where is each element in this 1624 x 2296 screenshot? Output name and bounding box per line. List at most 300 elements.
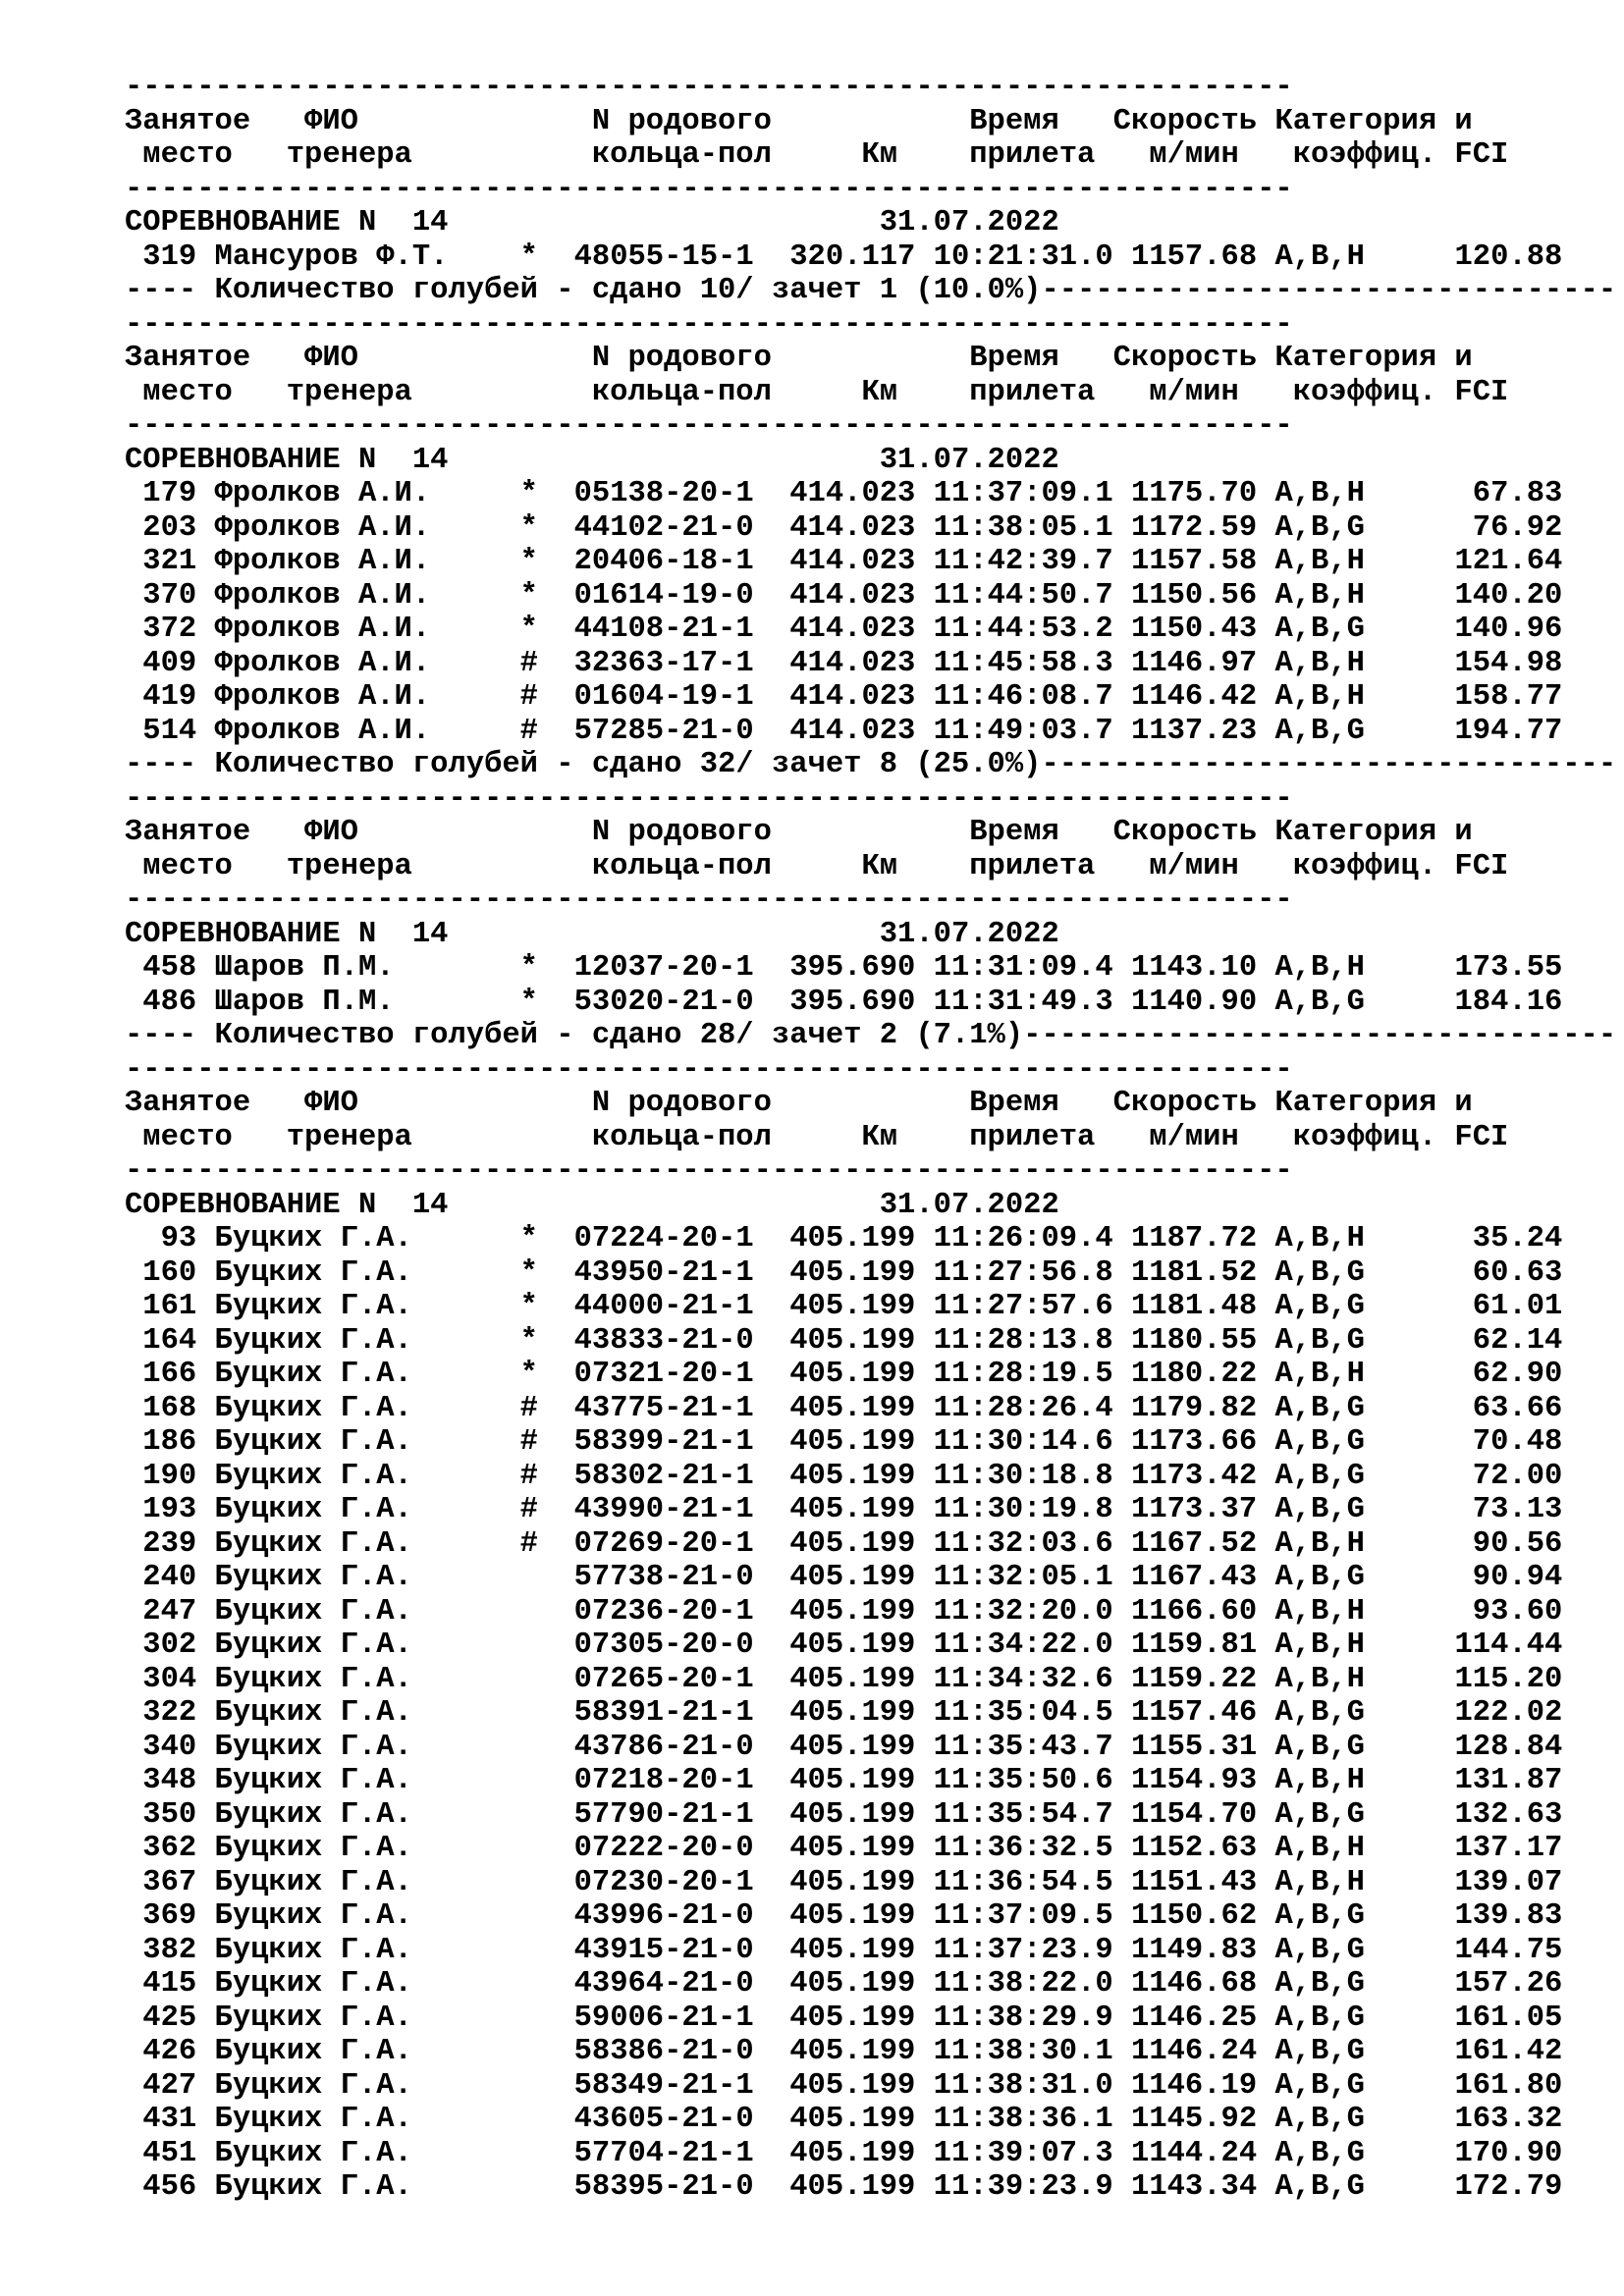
category-cell: A,B,H: [1274, 646, 1365, 680]
speed-cell: 1144.24: [1131, 2136, 1275, 2170]
mark-cell: [520, 2035, 574, 2068]
mark-cell: [520, 1967, 574, 2001]
ring-number-cell: 48055-15-1: [573, 240, 790, 274]
place-cell: 179: [125, 477, 215, 510]
trainer-name-cell: Буцких Г.А.: [214, 1662, 520, 1696]
place-cell: 304: [125, 1662, 215, 1696]
speed-cell: 1154.93: [1131, 1764, 1275, 1797]
arrival-time-cell: 11:38:29.9: [933, 2001, 1132, 2035]
category-cell: A,B,H: [1274, 680, 1365, 714]
trainer-name-cell: Буцких Г.А.: [214, 2068, 520, 2103]
place-cell: 370: [125, 578, 215, 613]
distance-cell: 405.199: [789, 1629, 934, 1662]
category-cell: A,B,G: [1274, 1290, 1365, 1323]
competition-title: СОРЕВНОВАНИЕ N 14: [125, 917, 880, 951]
arrival-time-cell: 11:38:05.1: [933, 510, 1132, 545]
trainer-name-cell: Фролков А.И.: [214, 510, 520, 545]
mark-cell: [520, 1696, 574, 1730]
place-cell: 247: [125, 1594, 215, 1629]
mark-cell: #: [519, 1526, 574, 1561]
ring-number-cell: 58399-21-1: [573, 1425, 790, 1459]
ring-number-cell: 43605-21-0: [573, 2103, 790, 2136]
trainer-name-cell: Буцких Г.А.: [214, 1696, 520, 1730]
trainer-name-cell: Буцких Г.А.: [214, 1290, 520, 1323]
ring-number-cell: 53020-21-0: [573, 985, 790, 1019]
speed-cell: 1146.97: [1131, 646, 1275, 680]
arrival-time-cell: 11:39:07.3: [933, 2136, 1132, 2170]
mark-cell: *: [519, 613, 574, 646]
speed-cell: 1143.10: [1131, 951, 1275, 985]
result-row: [125, 2002, 1616, 2036]
fci-coefficient-cell: 90.94: [1364, 1561, 1563, 1594]
place-cell: 348: [125, 1764, 215, 1797]
place-cell: 427: [125, 2068, 215, 2103]
arrival-time-cell: 11:30:18.8: [933, 1459, 1132, 1493]
ring-number-cell: 43775-21-1: [573, 1391, 790, 1425]
mark-cell: [520, 1595, 574, 1629]
mark-cell: *: [519, 477, 574, 510]
result-row: [125, 1899, 1616, 1934]
ring-number-cell: 07224-20-1: [573, 1222, 790, 1255]
competition-date: 31.07.2022: [879, 1188, 1059, 1222]
trainer-name-cell: Буцких Г.А.: [214, 1255, 520, 1290]
mark-cell: *: [519, 578, 574, 613]
fci-coefficient-cell: 161.42: [1364, 2035, 1563, 2068]
trainer-name-cell: Буцких Г.А.: [214, 1358, 520, 1391]
trainer-name-cell: Фролков А.И.: [214, 680, 520, 714]
arrival-time-cell: 11:38:30.1: [933, 2035, 1132, 2068]
mark-cell: *: [519, 985, 574, 1019]
distance-cell: 414.023: [789, 714, 934, 748]
distance-cell: 414.023: [789, 613, 934, 646]
distance-cell: 405.199: [789, 1425, 934, 1459]
column-header-line-1: Занятое ФИО N родового Время Скорость Категория и: [125, 1087, 1473, 1120]
ring-number-cell: 58349-21-1: [573, 2068, 790, 2103]
result-row: [125, 1595, 1616, 1629]
trainer-name-cell: Буцких Г.А.: [214, 1899, 520, 1933]
arrival-time-cell: 11:35:43.7: [933, 1730, 1132, 1764]
result-row: [125, 1561, 1616, 1595]
mark-cell: [520, 1934, 574, 1967]
ring-number-cell: 07218-20-1: [573, 1764, 790, 1797]
speed-cell: 1173.66: [1131, 1425, 1275, 1459]
trainer-name-cell: Буцких Г.А.: [214, 1391, 520, 1425]
competition-title: СОРЕВНОВАНИЕ N 14: [125, 443, 880, 477]
trainer-name-cell: Буцких Г.А.: [214, 1493, 520, 1526]
mark-cell: #: [519, 1493, 574, 1526]
speed-cell: 1180.22: [1131, 1358, 1275, 1391]
place-cell: 350: [125, 1797, 215, 1832]
place-cell: 514: [125, 714, 215, 748]
section-summary-line: ---- Количество голубей - сдано 10/ зачет 1 (10.0%)--------------------------------: [125, 274, 1617, 307]
speed-cell: 1157.46: [1131, 1696, 1275, 1730]
fci-coefficient-cell: 131.87: [1364, 1764, 1563, 1797]
speed-cell: 1146.42: [1131, 680, 1275, 714]
fci-coefficient-cell: 61.01: [1364, 1290, 1563, 1323]
category-cell: A,B,H: [1274, 1222, 1365, 1255]
mark-cell: #: [519, 646, 574, 680]
distance-cell: 405.199: [789, 2068, 934, 2103]
category-cell: A,B,H: [1274, 477, 1365, 510]
speed-cell: 1154.70: [1131, 1797, 1275, 1832]
distance-cell: 405.199: [789, 1526, 934, 1561]
ring-number-cell: 20406-18-1: [573, 545, 790, 578]
result-row: [125, 1866, 1616, 1900]
mark-cell: #: [519, 1459, 574, 1493]
category-cell: A,B,G: [1274, 2068, 1365, 2103]
distance-cell: 405.199: [789, 1391, 934, 1425]
ring-number-cell: 07265-20-1: [573, 1662, 790, 1696]
result-row: [125, 511, 1616, 546]
speed-cell: 1143.34: [1131, 2170, 1275, 2204]
mark-cell: [520, 1798, 574, 1832]
ring-number-cell: 07269-20-1: [573, 1526, 790, 1561]
distance-cell: 405.199: [789, 1358, 934, 1391]
place-cell: 382: [125, 1933, 215, 1967]
category-cell: A,B,H: [1274, 951, 1365, 985]
result-row: [125, 2069, 1616, 2104]
distance-cell: 405.199: [789, 1594, 934, 1629]
competition-line: [125, 206, 1616, 240]
place-cell: 409: [125, 646, 215, 680]
place-cell: 239: [125, 1526, 215, 1561]
place-cell: 166: [125, 1358, 215, 1391]
place-cell: 425: [125, 2001, 215, 2035]
speed-cell: 1181.52: [1131, 1255, 1275, 1290]
result-row: [125, 1934, 1616, 1968]
fci-coefficient-cell: 158.77: [1364, 680, 1563, 714]
speed-cell: 1157.68: [1131, 240, 1275, 274]
arrival-time-cell: 11:36:32.5: [933, 1832, 1132, 1865]
arrival-time-cell: 11:27:56.8: [933, 1255, 1132, 1290]
arrival-time-cell: 11:39:23.9: [933, 2170, 1132, 2204]
speed-cell: 1149.83: [1131, 1933, 1275, 1967]
fci-coefficient-cell: 62.14: [1364, 1323, 1563, 1358]
result-row: [125, 1460, 1616, 1494]
category-cell: A,B,G: [1274, 1696, 1365, 1730]
separator-line: -----------------------------------------------------------------: [125, 307, 1293, 342]
separator-line: -----------------------------------------------------------------: [125, 781, 1293, 816]
category-cell: A,B,H: [1274, 1662, 1365, 1696]
speed-cell: 1145.92: [1131, 2103, 1275, 2136]
arrival-time-cell: 11:35:04.5: [933, 1696, 1132, 1730]
place-cell: 302: [125, 1629, 215, 1662]
fci-coefficient-cell: 121.64: [1364, 545, 1563, 578]
ring-number-cell: 43833-21-0: [573, 1323, 790, 1358]
trainer-name-cell: Буцких Г.А.: [214, 1594, 520, 1629]
place-cell: 164: [125, 1323, 215, 1358]
category-cell: A,B,G: [1274, 1255, 1365, 1290]
ring-number-cell: 43996-21-0: [573, 1899, 790, 1933]
ring-number-cell: 07222-20-0: [573, 1832, 790, 1865]
ring-number-cell: 12037-20-1: [573, 951, 790, 985]
mark-cell: [520, 1663, 574, 1696]
arrival-time-cell: 11:49:03.7: [933, 714, 1132, 748]
distance-cell: 414.023: [789, 578, 934, 613]
mark-cell: [520, 1764, 574, 1797]
mark-cell: [520, 2002, 574, 2035]
category-cell: A,B,H: [1274, 1594, 1365, 1629]
arrival-time-cell: 10:21:31.0: [933, 240, 1132, 274]
result-row: [125, 1425, 1616, 1460]
arrival-time-cell: 11:38:31.0: [933, 2068, 1132, 2103]
result-row: [125, 1222, 1616, 1256]
place-cell: 415: [125, 1967, 215, 2001]
column-header-line-2: место тренера кольца-пол Км прилета м/мин коэффиц. FCI: [125, 138, 1509, 172]
result-row: [125, 1256, 1616, 1291]
arrival-time-cell: 11:32:20.0: [933, 1594, 1132, 1629]
mark-cell: [520, 1866, 574, 1899]
speed-cell: 1157.58: [1131, 545, 1275, 578]
result-row: [125, 680, 1616, 715]
arrival-time-cell: 11:28:26.4: [933, 1391, 1132, 1425]
arrival-time-cell: 11:42:39.7: [933, 545, 1132, 578]
arrival-time-cell: 11:37:09.5: [933, 1899, 1132, 1933]
column-header-line-1: Занятое ФИО N родового Время Скорость Категория и: [125, 816, 1473, 849]
column-header-line-2: место тренера кольца-пол Км прилета м/мин коэффиц. FCI: [125, 1120, 1509, 1154]
ring-number-cell: 58386-21-0: [573, 2035, 790, 2068]
ring-number-cell: 43915-21-0: [573, 1933, 790, 1967]
place-cell: 168: [125, 1391, 215, 1425]
mark-cell: *: [519, 545, 574, 578]
category-cell: A,B,G: [1274, 2001, 1365, 2035]
speed-cell: 1159.22: [1131, 1662, 1275, 1696]
arrival-time-cell: 11:36:54.5: [933, 1865, 1132, 1899]
arrival-time-cell: 11:32:05.1: [933, 1561, 1132, 1594]
result-row: [125, 715, 1616, 749]
competition-date: 31.07.2022: [879, 443, 1059, 477]
fci-coefficient-cell: 114.44: [1364, 1629, 1563, 1662]
trainer-name-cell: Фролков А.И.: [214, 646, 520, 680]
place-cell: 426: [125, 2035, 215, 2068]
category-cell: A,B,G: [1274, 714, 1365, 748]
separator-line: -----------------------------------------------------------------: [125, 409, 1293, 443]
place-cell: 431: [125, 2103, 215, 2136]
category-cell: A,B,G: [1274, 1391, 1365, 1425]
distance-cell: 395.690: [789, 951, 934, 985]
mark-cell: *: [519, 1358, 574, 1391]
fci-coefficient-cell: 70.48: [1364, 1425, 1563, 1459]
mark-cell: *: [519, 240, 574, 274]
ring-number-cell: 07230-20-1: [573, 1865, 790, 1899]
speed-cell: 1152.63: [1131, 1832, 1275, 1865]
speed-cell: 1167.52: [1131, 1526, 1275, 1561]
fci-coefficient-cell: 128.84: [1364, 1730, 1563, 1764]
place-cell: 161: [125, 1290, 215, 1323]
trainer-name-cell: Фролков А.И.: [214, 477, 520, 510]
trainer-name-cell: Буцких Г.А.: [214, 1561, 520, 1594]
trainer-name-cell: Буцких Г.А.: [214, 2001, 520, 2035]
ring-number-cell: 58395-21-0: [573, 2170, 790, 2204]
distance-cell: 414.023: [789, 477, 934, 510]
fci-coefficient-cell: 173.55: [1364, 951, 1563, 985]
section-summary-line: ---- Количество голубей - сдано 32/ зачет 8 (25.0%)--------------------------------: [125, 748, 1617, 781]
arrival-time-cell: 11:44:50.7: [933, 578, 1132, 613]
fci-coefficient-cell: 161.05: [1364, 2001, 1563, 2035]
result-row: [125, 2170, 1616, 2205]
place-cell: 321: [125, 545, 215, 578]
trainer-name-cell: Буцких Г.А.: [214, 1526, 520, 1561]
fci-coefficient-cell: 93.60: [1364, 1594, 1563, 1629]
fci-coefficient-cell: 140.96: [1364, 613, 1563, 646]
category-cell: A,B,H: [1274, 1865, 1365, 1899]
arrival-time-cell: 11:34:22.0: [933, 1629, 1132, 1662]
result-row: [125, 1324, 1616, 1359]
trainer-name-cell: Буцких Г.А.: [214, 1797, 520, 1832]
section-summary-line: ---- Количество голубей - сдано 28/ зачет 2 (7.1%)---------------------------------: [125, 1019, 1617, 1052]
fci-coefficient-cell: 139.07: [1364, 1865, 1563, 1899]
competition-line: [125, 1189, 1616, 1223]
distance-cell: 405.199: [789, 1764, 934, 1797]
arrival-time-cell: 11:34:32.6: [933, 1662, 1132, 1696]
result-row: [125, 1527, 1616, 1562]
fci-coefficient-cell: 154.98: [1364, 646, 1563, 680]
speed-cell: 1150.43: [1131, 613, 1275, 646]
fci-coefficient-cell: 172.79: [1364, 2170, 1563, 2204]
place-cell: 419: [125, 680, 215, 714]
trainer-name-cell: Фролков А.И.: [214, 545, 520, 578]
competition-title: СОРЕВНОВАНИЕ N 14: [125, 206, 880, 240]
ring-number-cell: 32363-17-1: [573, 646, 790, 680]
ring-number-cell: 57704-21-1: [573, 2136, 790, 2170]
category-cell: A,B,H: [1274, 1526, 1365, 1561]
category-cell: A,B,G: [1274, 1425, 1365, 1459]
mark-cell: #: [519, 714, 574, 748]
place-cell: 362: [125, 1832, 215, 1865]
mark-cell: [520, 1629, 574, 1662]
category-cell: A,B,G: [1274, 1899, 1365, 1933]
arrival-time-cell: 11:44:53.2: [933, 613, 1132, 646]
trainer-name-cell: Буцких Г.А.: [214, 1832, 520, 1865]
distance-cell: 405.199: [789, 1459, 934, 1493]
category-cell: A,B,G: [1274, 2136, 1365, 2170]
ring-number-cell: 01604-19-1: [573, 680, 790, 714]
distance-cell: 414.023: [789, 545, 934, 578]
category-cell: A,B,H: [1274, 240, 1365, 274]
place-cell: 458: [125, 951, 215, 985]
speed-cell: 1151.43: [1131, 1865, 1275, 1899]
category-cell: A,B,H: [1274, 1764, 1365, 1797]
speed-cell: 1146.24: [1131, 2035, 1275, 2068]
fci-coefficient-cell: 35.24: [1364, 1222, 1563, 1255]
mark-cell: *: [519, 1323, 574, 1358]
column-header-line-1: Занятое ФИО N родового Время Скорость Категория и: [125, 342, 1473, 375]
arrival-time-cell: 11:46:08.7: [933, 680, 1132, 714]
speed-cell: 1150.56: [1131, 578, 1275, 613]
distance-cell: 405.199: [789, 2035, 934, 2068]
place-cell: 372: [125, 613, 215, 646]
speed-cell: 1155.31: [1131, 1730, 1275, 1764]
mark-cell: [520, 2103, 574, 2136]
arrival-time-cell: 11:28:19.5: [933, 1358, 1132, 1391]
place-cell: 367: [125, 1865, 215, 1899]
arrival-time-cell: 11:37:23.9: [933, 1933, 1132, 1967]
distance-cell: 414.023: [789, 510, 934, 545]
mark-cell: [520, 1899, 574, 1933]
ring-number-cell: 57285-21-0: [573, 714, 790, 748]
ring-number-cell: 43964-21-0: [573, 1967, 790, 2001]
speed-cell: 1137.23: [1131, 714, 1275, 748]
distance-cell: 405.199: [789, 1493, 934, 1526]
speed-cell: 1167.43: [1131, 1561, 1275, 1594]
fci-coefficient-cell: 73.13: [1364, 1493, 1563, 1526]
place-cell: 160: [125, 1255, 215, 1290]
separator-line: -----------------------------------------------------------------: [125, 1052, 1293, 1087]
distance-cell: 405.199: [789, 1797, 934, 1832]
mark-cell: #: [519, 1391, 574, 1425]
ring-number-cell: 58391-21-1: [573, 1696, 790, 1730]
ring-number-cell: 43950-21-1: [573, 1255, 790, 1290]
distance-cell: 414.023: [789, 646, 934, 680]
separator-line: -----------------------------------------------------------------: [125, 883, 1293, 917]
result-row: [125, 1392, 1616, 1426]
speed-cell: 1175.70: [1131, 477, 1275, 510]
distance-cell: 320.117: [789, 240, 934, 274]
distance-cell: 405.199: [789, 1933, 934, 1967]
category-cell: A,B,H: [1274, 1358, 1365, 1391]
result-row: [125, 1832, 1616, 1866]
category-cell: A,B,H: [1274, 578, 1365, 613]
separator-line: -----------------------------------------------------------------: [125, 1154, 1293, 1188]
trainer-name-cell: Буцких Г.А.: [214, 1933, 520, 1967]
fci-coefficient-cell: 194.77: [1364, 714, 1563, 748]
category-cell: A,B,G: [1274, 2103, 1365, 2136]
distance-cell: 405.199: [789, 1255, 934, 1290]
speed-cell: 1166.60: [1131, 1594, 1275, 1629]
trainer-name-cell: Буцких Г.А.: [214, 1425, 520, 1459]
arrival-time-cell: 11:31:49.3: [933, 985, 1132, 1019]
result-row: [125, 1798, 1616, 1833]
speed-cell: 1172.59: [1131, 510, 1275, 545]
result-row: [125, 2035, 1616, 2069]
trainer-name-cell: Шаров П.М.: [214, 985, 520, 1019]
fci-coefficient-cell: 184.16: [1364, 985, 1563, 1019]
result-row: [125, 545, 1616, 579]
trainer-name-cell: Буцких Г.А.: [214, 2170, 520, 2204]
trainer-name-cell: Буцких Г.А.: [214, 1865, 520, 1899]
category-cell: A,B,G: [1274, 1933, 1365, 1967]
arrival-time-cell: 11:38:36.1: [933, 2103, 1132, 2136]
speed-cell: 1146.68: [1131, 1967, 1275, 2001]
column-header-line-2: место тренера кольца-пол Км прилета м/мин коэффиц. FCI: [125, 849, 1509, 883]
category-cell: A,B,G: [1274, 510, 1365, 545]
arrival-time-cell: 11:28:13.8: [933, 1323, 1132, 1358]
arrival-time-cell: 11:27:57.6: [933, 1290, 1132, 1323]
place-cell: 203: [125, 510, 215, 545]
ring-number-cell: 01614-19-0: [573, 578, 790, 613]
fci-coefficient-cell: 120.88: [1364, 240, 1563, 274]
result-row: [125, 1629, 1616, 1663]
result-row: [125, 613, 1616, 647]
place-cell: 456: [125, 2170, 215, 2204]
column-header-line-1: Занятое ФИО N родового Время Скорость Категория и: [125, 104, 1473, 138]
speed-cell: 1181.48: [1131, 1290, 1275, 1323]
mark-cell: *: [519, 1290, 574, 1323]
mark-cell: #: [519, 680, 574, 714]
fci-coefficient-cell: 163.32: [1364, 2103, 1563, 2136]
distance-cell: 405.199: [789, 2136, 934, 2170]
results-report: [125, 71, 1616, 2205]
result-row: [125, 1967, 1616, 2002]
distance-cell: 405.199: [789, 1323, 934, 1358]
arrival-time-cell: 11:38:22.0: [933, 1967, 1132, 2001]
place-cell: 240: [125, 1561, 215, 1594]
fci-coefficient-cell: 67.83: [1364, 477, 1563, 510]
result-row: [125, 1731, 1616, 1765]
mark-cell: *: [519, 1255, 574, 1290]
fci-coefficient-cell: 140.20: [1364, 578, 1563, 613]
arrival-time-cell: 11:37:09.1: [933, 477, 1132, 510]
